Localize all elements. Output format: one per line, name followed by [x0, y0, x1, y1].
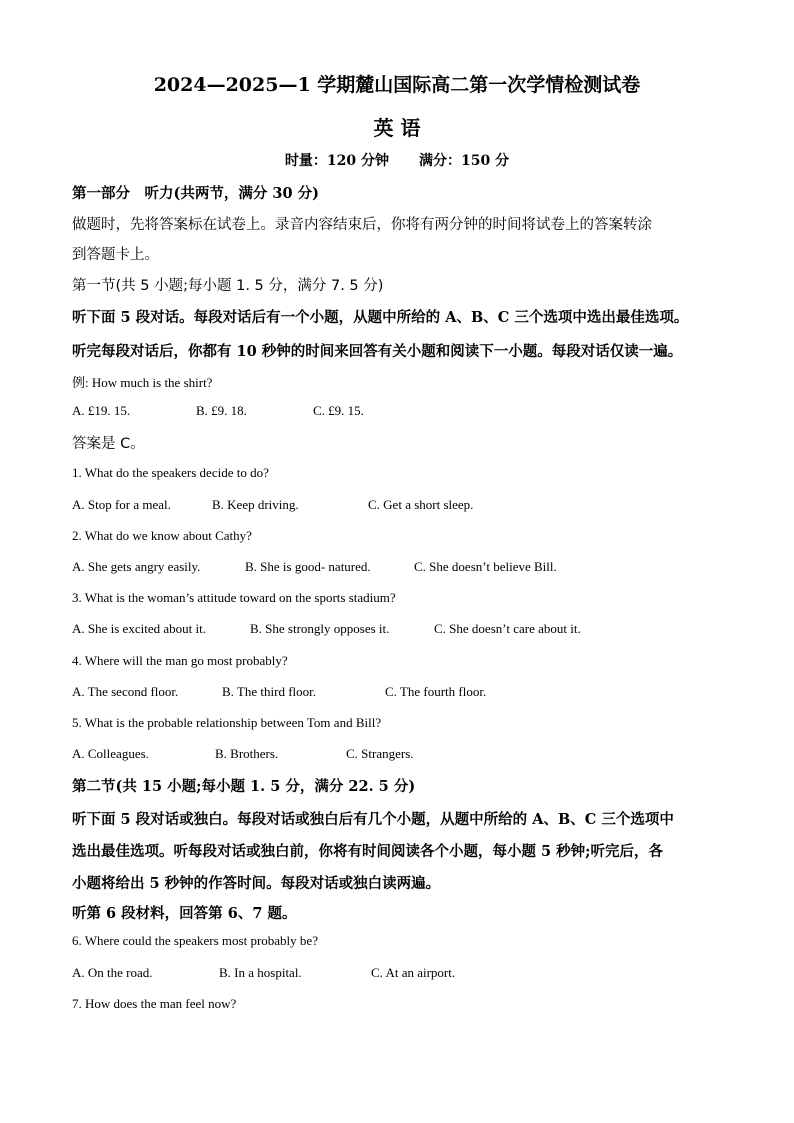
q1-option-c: C. Get a short sleep.: [368, 497, 474, 512]
section1-instr-line2: 听完每段对话后，你都有 10 秒钟的时间来回答有关小题和阅读下一小题。每段对话仅读一遍。: [72, 343, 683, 360]
q4-option-c: C. The fourth floor.: [385, 684, 487, 699]
material-6-heading: 听第 6 段材料，回答第 6、7 题。: [72, 905, 297, 922]
example-option-a: A. £19. 15.: [72, 403, 131, 418]
question-2: 2. What do we know about Cathy?: [72, 528, 252, 543]
time-limit: 时量：120 分钟: [284, 153, 389, 169]
q4-option-a: A. The second floor.: [72, 684, 179, 699]
q5-option-a: A. Colleagues.: [72, 746, 149, 761]
q2-option-b: B. She is good- natured.: [245, 559, 371, 574]
full-score: 满分：150 分: [419, 153, 510, 169]
question-4: 4. Where will the man go most probably?: [72, 653, 288, 668]
question-3: 3. What is the woman’s attitude toward on the sports stadium?: [72, 590, 396, 605]
section2-instr-line3: 小题将给出 5 秒钟的作答时间。每段对话或独白读两遍。: [72, 875, 441, 892]
q5-option-c: C. Strangers.: [346, 746, 414, 761]
q3-option-a: A. She is excited about it.: [72, 621, 206, 636]
q6-option-b: B. In a hospital.: [219, 965, 302, 980]
q6-option-c: C. At an airport.: [371, 965, 456, 980]
section1-heading: 第一节(共 5 小题;每小题 1. 5 分，满分 7. 5 分): [72, 278, 384, 294]
q3-option-b: B. She strongly opposes it.: [250, 621, 390, 636]
q1-option-a: A. Stop for a meal.: [72, 497, 171, 512]
section1-instr-line1: 听下面 5 段对话。每段对话后有一个小题，从题中所给的 A、B、C 三个选项中选出最佳选项。: [72, 309, 689, 326]
part1-heading: 第一部分 听力(共两节，满分 30 分): [72, 185, 319, 202]
exam-title: 2024—2025—1 学期麓山国际高二第一次学情检测试卷: [153, 74, 641, 96]
question-6: 6. Where could the speakers most probably be?: [72, 933, 318, 948]
q6-option-a: A. On the road.: [72, 965, 153, 980]
section2-instr-line2: 选出最佳选项。听每段对话或独白前，你将有时间阅读各个小题，每小题 5 秒钟;听完后，各: [72, 843, 664, 860]
part1-intro-line1: 做题时，先将答案标在试卷上。录音内容结束后，你将有两分钟的时间将试卷上的答案转涂: [72, 217, 652, 233]
section2-heading: 第二节(共 15 小题;每小题 1. 5 分，满分 22. 5 分): [72, 778, 416, 795]
question-5: 5. What is the probable relationship between Tom and Bill?: [72, 715, 382, 730]
example-option-c: C. £9. 15.: [313, 403, 364, 418]
exam-meta: [0, 150, 794, 170]
q4-option-b: B. The third floor.: [222, 684, 317, 699]
q5-option-b: B. Brothers.: [215, 746, 279, 761]
subject-title: 英 语: [373, 116, 421, 140]
example-option-b: B. £9. 18.: [196, 403, 247, 418]
question-1: 1. What do the speakers decide to do?: [72, 465, 269, 480]
example-answer: 答案是 C。: [72, 436, 145, 452]
q2-option-c: C. She doesn’t believe Bill.: [414, 559, 557, 574]
q2-option-a: A. She gets angry easily.: [72, 559, 201, 574]
example-question: 例: How much is the shirt?: [72, 375, 213, 390]
question-7: 7. How does the man feel now?: [72, 996, 237, 1011]
q3-option-c: C. She doesn’t care about it.: [434, 621, 581, 636]
part1-intro-line2: 到答题卡上。: [72, 247, 159, 263]
section2-instr-line1: 听下面 5 段对话或独白。每段对话或独白后有几个小题，从题中所给的 A、B、C 三个选项中: [72, 811, 674, 828]
q1-option-b: B. Keep driving.: [212, 497, 299, 512]
